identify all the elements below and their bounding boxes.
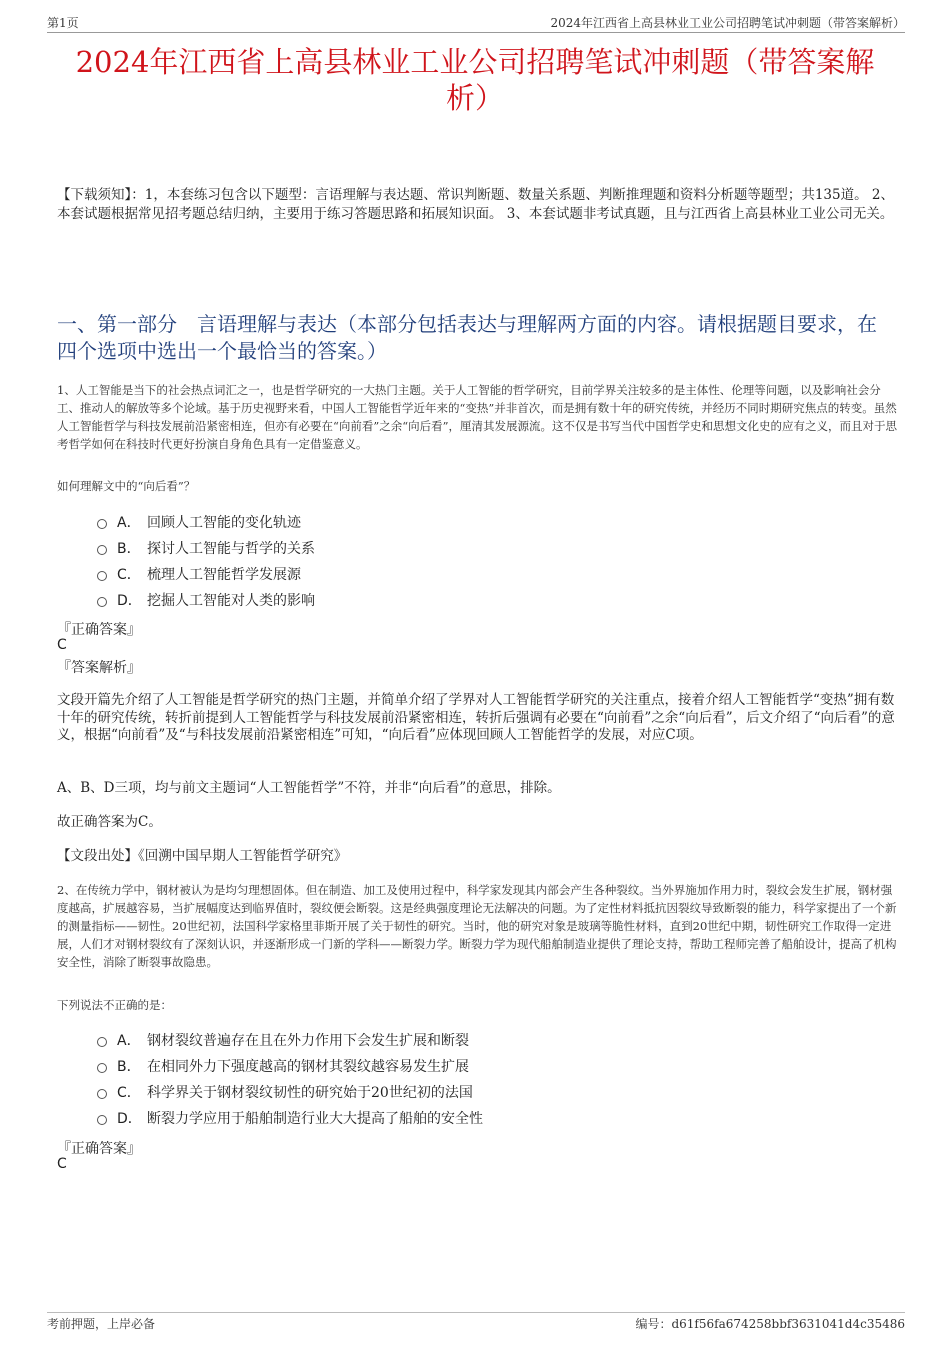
q1-option-c[interactable]: C． 梳理人工智能哲学发展源: [97, 561, 315, 587]
q1-answer-label: 『正确答案』: [57, 622, 141, 638]
q1-source: 【文段出处】《回溯中国早期人工智能哲学研究》: [57, 848, 348, 864]
q2-option-d[interactable]: D． 断裂力学应用于船舶制造行业大大提高了船舶的安全性: [97, 1105, 483, 1131]
page-number: 第1页: [47, 16, 79, 30]
download-notice: 【下载须知】：1，本套练习包含以下题型：言语理解与表达题、常识判断题、数量关系题、判断推理题和资料分析题等题型；共135道。 2、本套试题根据常见招考题总结归纳，主要用于练习答题思路和拓展知识面。 3、本套试题非考试真题，且与江西省上高县林业工业公司无关。: [57, 187, 894, 222]
page-header: [47, 12, 905, 33]
q1-analysis-paragraph-1: 文段开篇先介绍了人工智能是哲学研究的热门主题，并简单介绍了学界对人工智能哲学研究的关注重点，接着介绍人工智能哲学“变热”拥有数十年的研究传统，转折前提到人工智能哲学与科技发展前沿紧密相连，转折后强调有必要在“向前看”之余“向后看”，后文介绍了“向后看”的意义，根据“向前看”及“与科技发展前沿紧密相连”可知，“向后看”应体现回顾人工智能哲学的发展，对应C项。: [57, 692, 895, 743]
footer-slogan: 考前押题，上岸必备: [47, 1317, 156, 1331]
q1-option-a[interactable]: A． 回顾人工智能的变化轨迹: [97, 509, 315, 535]
page-footer: [47, 1312, 905, 1333]
radio-icon[interactable]: [97, 1037, 107, 1047]
q1-analysis-label: 『答案解析』: [57, 660, 141, 676]
question-2-options: [97, 1027, 483, 1131]
section-heading: 一、第一部分 言语理解与表达（本部分包括表达与理解两方面的内容。请根据题目要求，在四个选项中选出一个最恰当的答案。）: [57, 312, 877, 363]
footer-serial: 编号：d61f56fa674258bbf3631041d4c35486: [635, 1317, 905, 1331]
q2-option-a[interactable]: A． 钢材裂纹普遍存在且在外力作用下会发生扩展和断裂: [97, 1027, 483, 1053]
question-1-stem: 1、人工智能是当下的社会热点词汇之一，也是哲学研究的一大热门主题。关于人工智能的哲学研究，目前学界关注较多的是主体性、伦理等问题，以及影响社会分工、推动人的解放等多个论域。基于历史视野来看，中国人工智能哲学近年来的“变热”并非首次，而是拥有数十年的研究传统，并经历不同时期研究焦点的转变。虽然人工智能哲学与科技发展前沿紧密相连，但亦有必要在“向前看”之余“向后看”，厘清其发展源流。这不仅是书写当代中国哲学史和思想文化史的应有之义，而且对于思考哲学如何在科技时代更好扮演自身角色具有一定借鉴意义。: [57, 383, 898, 451]
question-1-ask: 如何理解文中的“向后看”？: [57, 479, 196, 493]
radio-icon[interactable]: [97, 545, 107, 555]
header-doc-title: 2024年江西省上高县林业工业公司招聘笔试冲刺题（带答案解析）: [550, 16, 905, 30]
document-title: 2024年江西省上高县林业工业公司招聘笔试冲刺题（带答案解析）: [75, 45, 875, 115]
q2-answer: C: [57, 1156, 67, 1172]
q1-answer: C: [57, 637, 67, 653]
radio-icon[interactable]: [97, 571, 107, 581]
radio-icon[interactable]: [97, 1089, 107, 1099]
q2-option-c[interactable]: C． 科学界关于钢材裂纹韧性的研究始于20世纪初的法国: [97, 1079, 483, 1105]
radio-icon[interactable]: [97, 1115, 107, 1125]
question-2-stem: 2、在传统力学中，钢材被认为是均匀理想固体。但在制造、加工及使用过程中，科学家发现其内部会产生各种裂纹。当外界施加作用力时，裂纹会发生扩展，钢材强度越高，扩展越容易，当扩展幅度达到临界值时，裂纹便会断裂。这是经典强度理论无法解决的问题。为了定性材料抵抗因裂纹导致断裂的能力，科学家提出了一个新的测量指标——韧性。20世纪初，法国科学家格里菲斯开展了关于韧性的研究。当时，他的研究对象是玻璃等脆性材料，直到20世纪中期，韧性研究工作取得一定进展，人们才对钢材裂纹有了深刻认识，并逐渐形成一门新的学科——断裂力学。断裂力学为现代船舶制造业提供了理论支持，帮助工程师完善了船舶设计，提高了机构安全性，消除了断裂事故隐患。: [57, 883, 897, 969]
q1-option-d[interactable]: D． 挖掘人工智能对人类的影响: [97, 587, 315, 613]
question-2-ask: 下列说法不正确的是：: [57, 998, 172, 1012]
question-1-options: [97, 509, 315, 613]
radio-icon[interactable]: [97, 1063, 107, 1073]
radio-icon[interactable]: [97, 519, 107, 529]
q2-option-b[interactable]: B． 在相同外力下强度越高的钢材其裂纹越容易发生扩展: [97, 1053, 483, 1079]
q2-answer-label: 『正确答案』: [57, 1141, 141, 1157]
radio-icon[interactable]: [97, 597, 107, 607]
q1-analysis-paragraph-2: A、B、D三项，均与前文主题词“人工智能哲学”不符，并非“向后看”的意思，排除。: [57, 780, 561, 796]
q1-analysis-paragraph-3: 故正确答案为C。: [57, 814, 162, 830]
q1-option-b[interactable]: B． 探讨人工智能与哲学的关系: [97, 535, 315, 561]
